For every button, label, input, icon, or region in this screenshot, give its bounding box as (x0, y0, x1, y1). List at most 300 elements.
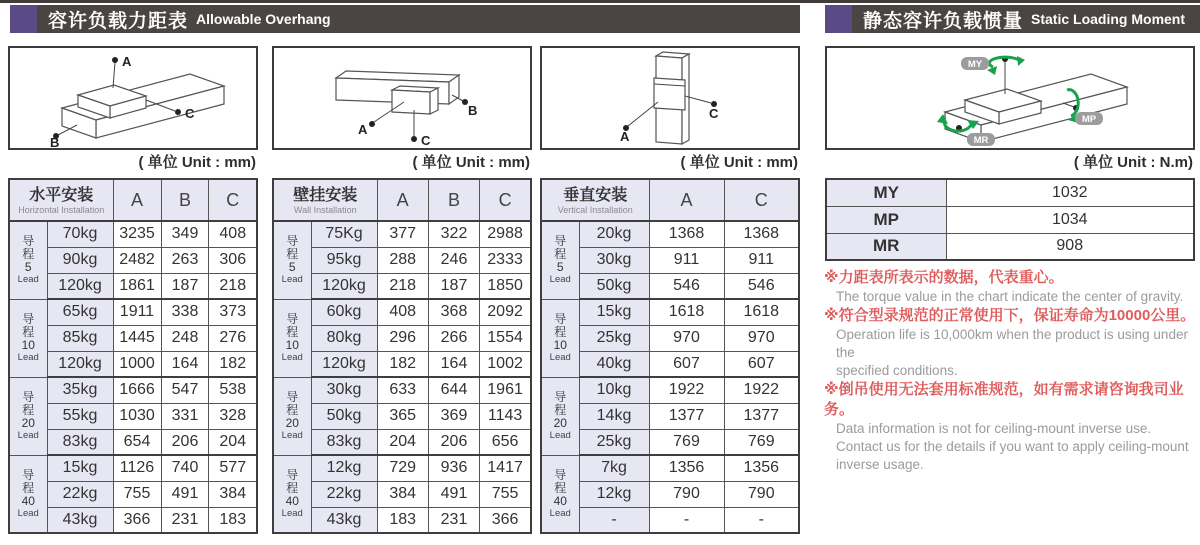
value-cell: 246 (428, 247, 479, 273)
load-cell: 7kg (579, 455, 649, 481)
point-a-label: A (358, 122, 368, 137)
load-cell: 120kg (47, 273, 113, 299)
lead-line: 程 (286, 247, 299, 262)
load-cell: 15kg (47, 455, 113, 481)
lead-group-cell (9, 299, 47, 377)
load-cell: 83kg (47, 429, 113, 455)
column-header-cell: B (161, 179, 209, 221)
load-cell: 90kg (47, 247, 113, 273)
lead-group-cell (273, 377, 311, 455)
table-row (273, 299, 531, 325)
value-cell: 218 (209, 273, 257, 299)
horizontal-rail-drawing (10, 48, 256, 148)
moment-rail-drawing (827, 48, 1193, 148)
table-row (9, 247, 257, 273)
lead-line: Lead (281, 274, 303, 286)
table-row (541, 351, 799, 377)
column-header-cell: B (428, 179, 479, 221)
value-cell: 1377 (649, 403, 724, 429)
table-row (273, 221, 531, 247)
value-cell: 1368 (724, 221, 799, 247)
value-cell: 2482 (113, 247, 161, 273)
lead-line: 导 (554, 467, 567, 482)
table-row (541, 273, 799, 299)
lead-line: 导 (554, 234, 567, 249)
installation-title-zh: 水平安装 (29, 186, 94, 204)
value-cell: 607 (649, 351, 724, 377)
column-header-cell: A (377, 179, 428, 221)
value-cell: 384 (209, 481, 257, 507)
lead-line: 导 (22, 467, 35, 482)
column-header-cell: A (649, 179, 724, 221)
value-cell: 377 (377, 221, 428, 247)
point-a-label: A (620, 129, 630, 144)
value-cell: 349 (161, 221, 209, 247)
moment-row (826, 179, 1194, 206)
right-title-en: Static Loading Moment (1031, 11, 1186, 27)
value-cell: 204 (377, 429, 428, 455)
table-row (541, 325, 799, 351)
note-text-en: inverse usage. (836, 457, 924, 472)
column-header-cell: A (113, 179, 161, 221)
load-cell: 120kg (311, 351, 377, 377)
note-text-en: Contact us for the details if you want to apply ceiling-mount (836, 439, 1189, 454)
value-cell: 546 (724, 273, 799, 299)
lead-line: 导 (286, 312, 299, 326)
load-cell: 15kg (579, 299, 649, 325)
lead-line: 程 (554, 480, 567, 495)
table-row (541, 221, 799, 247)
lead-group-cell (9, 221, 47, 299)
lead-line: 5 (556, 260, 564, 275)
note-text-zh: ※倒吊使用无法套用标准规范，如有需求请咨询我司业务。 (824, 381, 1184, 418)
lead-line: 10 (285, 338, 299, 352)
moment-row (826, 206, 1194, 233)
point-c-label: C (421, 133, 431, 148)
table-row (9, 429, 257, 455)
value-cell: 1002 (480, 351, 531, 377)
unit-caption-nm: ( 单位 Unit : N.m) (1073, 154, 1193, 171)
lead-line: Lead (549, 430, 571, 441)
value-cell: 263 (161, 247, 209, 273)
value-cell: 2092 (480, 299, 531, 325)
value-cell: 206 (161, 429, 209, 455)
load-cell: 120kg (47, 351, 113, 377)
lead-line: Lead (17, 507, 39, 519)
wall-rail-drawing (274, 48, 530, 148)
value-cell: 1911 (113, 299, 161, 325)
table-row (273, 403, 531, 429)
value-cell: 322 (428, 221, 479, 247)
lead-line: 20 (285, 416, 299, 430)
value-cell: 3235 (113, 221, 161, 247)
accent-square (10, 5, 37, 33)
load-cell: - (579, 507, 649, 533)
value-cell: 1666 (113, 377, 161, 403)
value-cell: - (649, 507, 724, 533)
lead-line: Lead (549, 352, 571, 363)
lead-line: 程 (286, 325, 299, 339)
lead-line: 20 (553, 416, 567, 430)
table-row (9, 481, 257, 507)
lead-line: 导 (22, 390, 35, 404)
load-cell: 10kg (579, 377, 649, 403)
table-row (273, 377, 531, 403)
wall-installation-diagram (272, 46, 532, 150)
table-row (541, 403, 799, 429)
table-row (9, 299, 257, 325)
value-cell: 546 (649, 273, 724, 299)
moment-value-cell: 1034 (946, 206, 1194, 233)
value-cell: 1922 (724, 377, 799, 403)
value-cell: 1356 (724, 455, 799, 481)
column-header-cell: C (209, 179, 257, 221)
accent-square (825, 5, 852, 33)
unit-caption-mm: ( 单位 Unit : mm) (680, 154, 798, 171)
vertical-table-host (540, 178, 800, 534)
note-text-en: Operation life is 10,000km when the product is using under the (836, 327, 1188, 360)
value-cell: 911 (724, 247, 799, 273)
value-cell: 1000 (113, 351, 161, 377)
lead-line: 程 (286, 403, 299, 417)
lead-line: Lead (549, 507, 571, 519)
table-row (273, 351, 531, 377)
value-cell: 970 (724, 325, 799, 351)
note-text-en: specified conditions. (836, 363, 958, 378)
load-cell: 30kg (579, 247, 649, 273)
overhang-table (272, 178, 532, 534)
value-cell: 1618 (649, 299, 724, 325)
note-item (824, 380, 1200, 474)
point-b-label: B (50, 135, 60, 148)
mr-badge-label: MR (973, 135, 989, 146)
lead-line: 导 (286, 234, 299, 249)
load-cell: 22kg (311, 481, 377, 507)
value-cell: 248 (161, 325, 209, 351)
value-cell: 288 (377, 247, 428, 273)
value-cell: 331 (161, 403, 209, 429)
value-cell: 369 (428, 403, 479, 429)
table-row (9, 351, 257, 377)
lead-line: 导 (554, 390, 567, 404)
lead-group-cell (273, 221, 311, 299)
lead-line: Lead (17, 430, 39, 441)
unit-caption-mm: ( 单位 Unit : mm) (412, 154, 530, 171)
moment-table (825, 178, 1195, 261)
load-cell: 35kg (47, 377, 113, 403)
value-cell: 183 (209, 507, 257, 533)
lead-line: 程 (22, 325, 35, 339)
moment-value-cell: 908 (946, 233, 1194, 260)
table-row (9, 507, 257, 533)
value-cell: 491 (161, 481, 209, 507)
moment-row (826, 233, 1194, 260)
lead-line: 导 (22, 234, 35, 249)
value-cell: 365 (377, 403, 428, 429)
table-header-row (541, 179, 799, 221)
value-cell: 2988 (480, 221, 531, 247)
table-row (273, 325, 531, 351)
table-row (541, 429, 799, 455)
lead-line: 5 (24, 260, 32, 275)
installation-title-en: Wall Installation (293, 204, 357, 215)
table-header-row (9, 179, 257, 221)
load-cell: 14kg (579, 403, 649, 429)
table-row (273, 273, 531, 299)
load-cell: 12kg (311, 455, 377, 481)
lead-line: Lead (281, 352, 303, 363)
left-section-header (10, 5, 800, 33)
value-cell: 187 (428, 273, 479, 299)
value-cell: 1356 (649, 455, 724, 481)
table-row (273, 481, 531, 507)
value-cell: 206 (428, 429, 479, 455)
load-cell: 95kg (311, 247, 377, 273)
value-cell: 266 (428, 325, 479, 351)
left-title-en: Allowable Overhang (196, 11, 331, 27)
load-cell: 43kg (311, 507, 377, 533)
installation-title-zh: 垂直安装 (563, 186, 628, 204)
load-cell: 40kg (579, 351, 649, 377)
value-cell: 183 (377, 507, 428, 533)
table-row (9, 403, 257, 429)
value-cell: 1377 (724, 403, 799, 429)
value-cell: 911 (649, 247, 724, 273)
value-cell: 231 (161, 507, 209, 533)
table-row (541, 247, 799, 273)
load-cell: 25kg (579, 429, 649, 455)
value-cell: 607 (724, 351, 799, 377)
overhang-table (540, 178, 800, 534)
horizontal-table-host (8, 178, 258, 534)
table-row (273, 247, 531, 273)
lead-line: 程 (22, 403, 35, 417)
point-b-label: B (468, 103, 478, 118)
value-cell: 408 (377, 299, 428, 325)
horizontal-installation-diagram (8, 46, 258, 150)
load-cell: 70kg (47, 221, 113, 247)
lead-line: 40 (553, 493, 567, 508)
value-cell: 187 (161, 273, 209, 299)
value-cell: 2333 (480, 247, 531, 273)
installation-header-cell (541, 179, 649, 221)
note-text-zh: ※符合型录规范的正常使用下，保证寿命为10000公里。 (824, 307, 1196, 324)
lead-line: 程 (22, 480, 35, 495)
notes-block (824, 268, 1200, 474)
value-cell: 790 (724, 481, 799, 507)
lead-line: Lead (17, 352, 39, 363)
value-cell: 218 (377, 273, 428, 299)
load-cell: 50kg (311, 403, 377, 429)
value-cell: 656 (480, 429, 531, 455)
overhang-table (8, 178, 258, 534)
lead-group-cell (541, 299, 579, 377)
load-cell: 20kg (579, 221, 649, 247)
value-cell: 1922 (649, 377, 724, 403)
value-cell: 970 (649, 325, 724, 351)
mp-badge-label: MP (1081, 114, 1097, 125)
top-edge-strip (0, 0, 1200, 3)
lead-line: Lead (17, 274, 39, 286)
table-row (541, 507, 799, 533)
wall-table-host (272, 178, 532, 534)
load-cell: 50kg (579, 273, 649, 299)
value-cell: 182 (209, 351, 257, 377)
value-cell: 633 (377, 377, 428, 403)
lead-line: 程 (22, 247, 35, 262)
installation-header-cell (9, 179, 113, 221)
moment-label-cell: MY (826, 179, 946, 206)
installation-title-zh: 壁挂安装 (293, 186, 358, 204)
lead-group-cell (541, 455, 579, 533)
value-cell: 1143 (480, 403, 531, 429)
lead-group-cell (9, 455, 47, 533)
column-header-cell: C (480, 179, 531, 221)
value-cell: 769 (724, 429, 799, 455)
installation-title-en: Horizontal Installation (18, 204, 105, 215)
load-cell: 12kg (579, 481, 649, 507)
value-cell: 547 (161, 377, 209, 403)
table-row (9, 325, 257, 351)
load-cell: 83kg (311, 429, 377, 455)
right-section-header (825, 5, 1200, 33)
value-cell: 338 (161, 299, 209, 325)
moment-table-host (825, 178, 1195, 261)
lead-line: Lead (549, 274, 571, 286)
load-cell: 80kg (311, 325, 377, 351)
load-cell: 75Kg (311, 221, 377, 247)
moment-label-cell: MR (826, 233, 946, 260)
load-cell: 120kg (311, 273, 377, 299)
lead-line: Lead (281, 507, 303, 519)
lead-line: 40 (21, 493, 35, 508)
lead-line: Lead (281, 430, 303, 441)
value-cell: 408 (209, 221, 257, 247)
lead-line: 导 (554, 312, 567, 326)
value-cell: 491 (428, 481, 479, 507)
value-cell: 373 (209, 299, 257, 325)
table-row (273, 455, 531, 481)
left-title-zh: 容许负载力距表 (48, 10, 189, 32)
table-row (9, 377, 257, 403)
note-item (824, 268, 1200, 306)
lead-line: 程 (554, 325, 567, 339)
value-cell: 790 (649, 481, 724, 507)
lead-group-cell (9, 377, 47, 455)
value-cell: 755 (480, 481, 531, 507)
lead-line: 40 (285, 493, 299, 508)
lead-group-cell (273, 299, 311, 377)
value-cell: 231 (428, 507, 479, 533)
table-row (273, 507, 531, 533)
value-cell: 366 (480, 507, 531, 533)
value-cell: 306 (209, 247, 257, 273)
value-cell: 729 (377, 455, 428, 481)
note-text-en: The torque value in the chart indicate the center of gravity. (836, 289, 1184, 304)
installation-header-cell (273, 179, 377, 221)
value-cell: 740 (161, 455, 209, 481)
value-cell: 328 (209, 403, 257, 429)
value-cell: 204 (209, 429, 257, 455)
load-cell: 30kg (311, 377, 377, 403)
value-cell: 296 (377, 325, 428, 351)
point-a-label: A (122, 54, 132, 69)
value-cell: 1961 (480, 377, 531, 403)
table-row (541, 481, 799, 507)
table-row (541, 455, 799, 481)
value-cell: 769 (649, 429, 724, 455)
lead-line: 导 (22, 312, 35, 326)
lead-line: 5 (288, 260, 296, 275)
installation-title-en: Vertical Installation (557, 204, 633, 215)
value-cell: 936 (428, 455, 479, 481)
lead-line: 程 (554, 403, 567, 417)
value-cell: - (724, 507, 799, 533)
table-row (9, 221, 257, 247)
value-cell: 276 (209, 325, 257, 351)
load-cell: 43kg (47, 507, 113, 533)
value-cell: 384 (377, 481, 428, 507)
value-cell: 1030 (113, 403, 161, 429)
value-cell: 164 (161, 351, 209, 377)
lead-group-cell (541, 221, 579, 299)
right-title-zh: 静态容许负载惯量 (863, 10, 1024, 32)
value-cell: 366 (113, 507, 161, 533)
lead-group-cell (541, 377, 579, 455)
value-cell: 368 (428, 299, 479, 325)
value-cell: 1368 (649, 221, 724, 247)
point-c-label: C (185, 106, 195, 121)
lead-line: 10 (553, 338, 567, 352)
lead-group-cell (273, 455, 311, 533)
vertical-installation-diagram (540, 46, 800, 150)
value-cell: 1445 (113, 325, 161, 351)
lead-line: 程 (554, 247, 567, 262)
load-cell: 85kg (47, 325, 113, 351)
note-text-zh: ※力距表所表示的数据，代表重心。 (824, 269, 1064, 286)
my-badge-label: MY (967, 59, 983, 70)
lead-line: 10 (21, 338, 35, 352)
column-header-cell: C (724, 179, 799, 221)
value-cell: 755 (113, 481, 161, 507)
note-text-en: Data information is not for ceiling-mount inverse use. (836, 421, 1152, 436)
load-cell: 55kg (47, 403, 113, 429)
moment-label-cell: MP (826, 206, 946, 233)
moment-diagram (825, 46, 1195, 150)
table-row (541, 377, 799, 403)
note-item (824, 306, 1200, 380)
point-c-label: C (709, 106, 719, 121)
value-cell: 182 (377, 351, 428, 377)
load-cell: 65kg (47, 299, 113, 325)
moment-value-cell: 1032 (946, 179, 1194, 206)
load-cell: 22kg (47, 481, 113, 507)
value-cell: 1554 (480, 325, 531, 351)
value-cell: 1126 (113, 455, 161, 481)
vertical-rail-drawing (542, 48, 798, 148)
load-cell: 60kg (311, 299, 377, 325)
value-cell: 1861 (113, 273, 161, 299)
table-row (9, 273, 257, 299)
lead-line: 导 (286, 467, 299, 482)
lead-line: 程 (286, 480, 299, 495)
value-cell: 538 (209, 377, 257, 403)
value-cell: 164 (428, 351, 479, 377)
lead-line: 导 (286, 390, 299, 404)
value-cell: 1618 (724, 299, 799, 325)
unit-caption-mm: ( 单位 Unit : mm) (138, 154, 256, 171)
value-cell: 654 (113, 429, 161, 455)
